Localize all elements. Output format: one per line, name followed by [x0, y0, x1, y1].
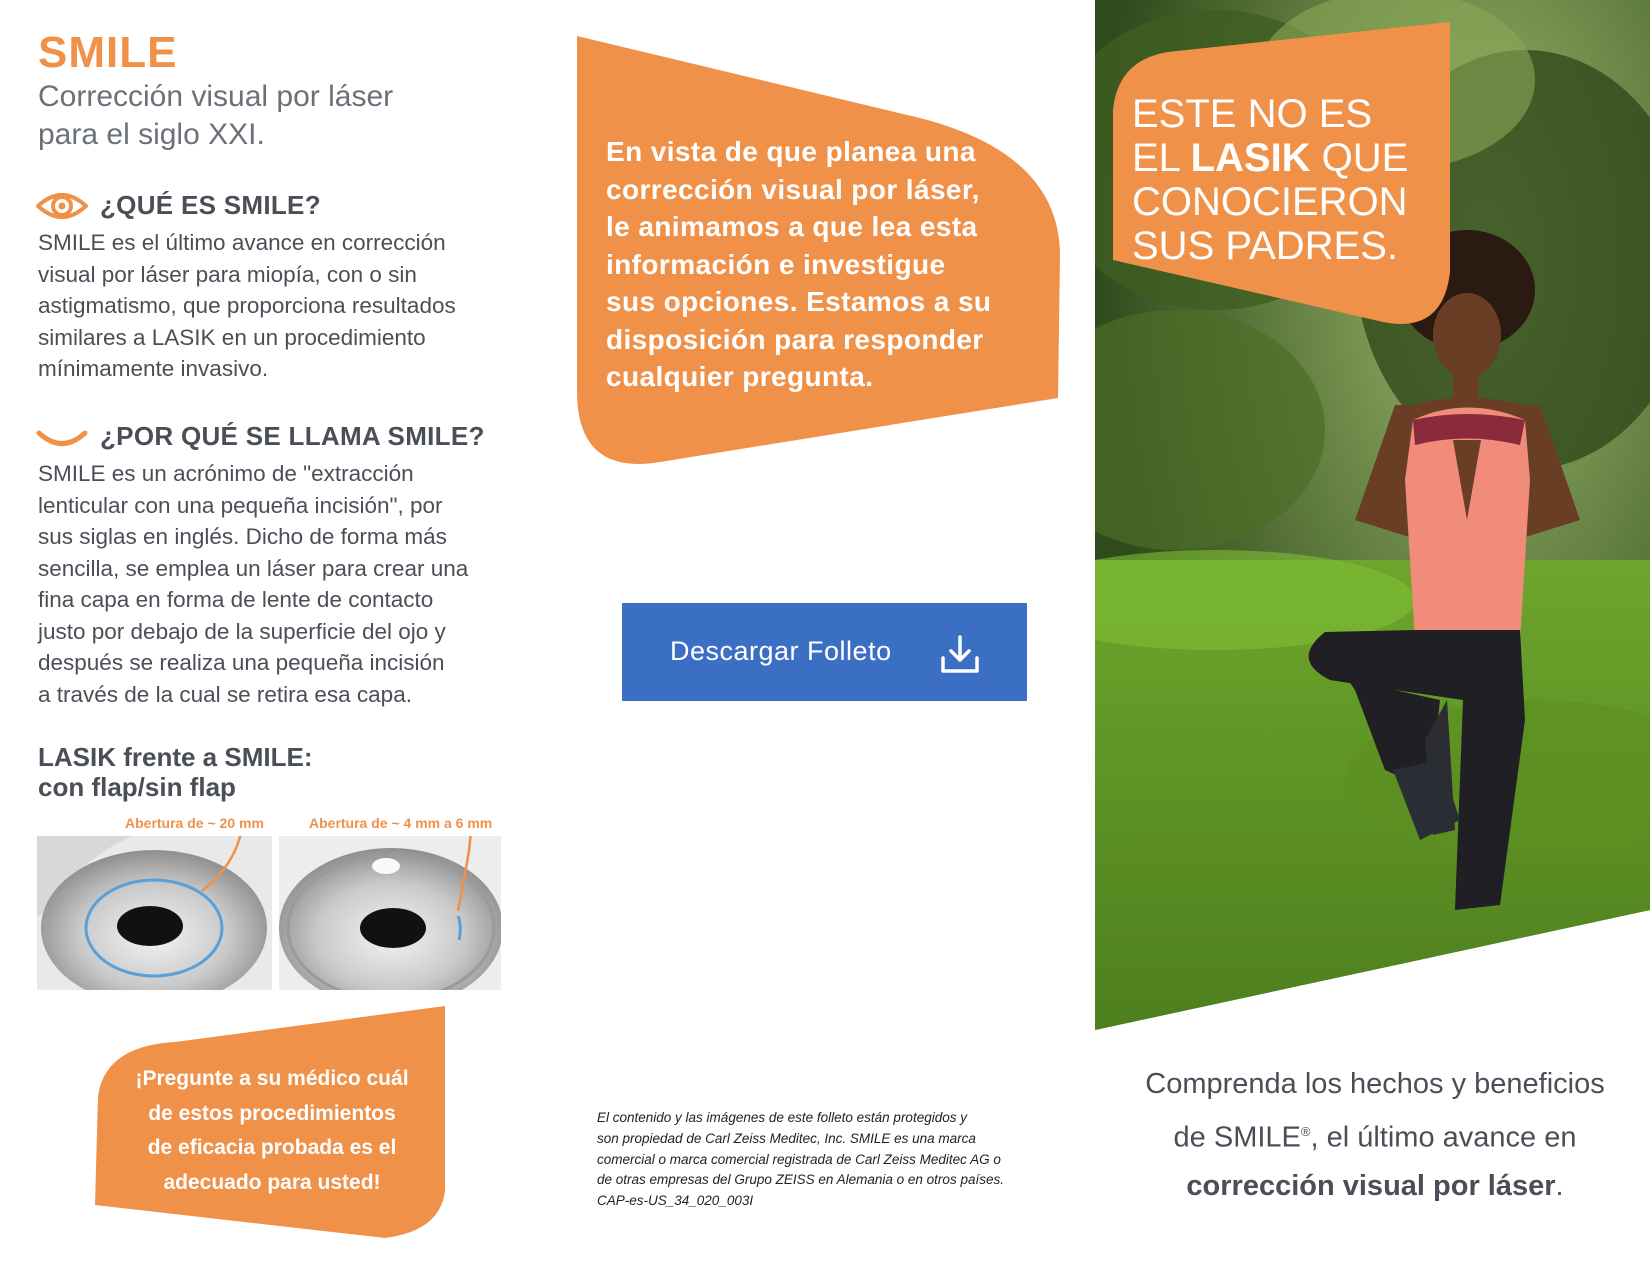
- message-line: disposición para responder: [606, 323, 984, 355]
- body-line: justo por debajo de la superficie del ojo y: [38, 618, 446, 644]
- body-line: visual por láser para miopía, con o sin: [38, 261, 417, 287]
- message-text: [606, 133, 1036, 396]
- tagline-line: Comprenda los hechos y beneficios: [1145, 1068, 1605, 1100]
- tagline: [1120, 1060, 1630, 1210]
- headline-line: SUS PADRES.: [1132, 224, 1398, 268]
- body-line: mínimamente invasivo.: [38, 356, 269, 381]
- tagline-period: .: [1555, 1169, 1564, 1202]
- download-button-label: Descargar Folleto: [670, 636, 892, 666]
- headline-line: [1132, 136, 1432, 180]
- tagline-text-part: , el último avance en: [1310, 1121, 1577, 1154]
- eye-icon: [36, 188, 88, 224]
- download-icon: [940, 634, 980, 674]
- legal-line: comercial o marca comercial registrada de Carl Zeiss Meditec AG o: [597, 1151, 1001, 1167]
- headline-line: CONOCIERON: [1132, 180, 1408, 224]
- message-line: le animamos a que lea esta: [606, 211, 978, 242]
- body-line: lenticular con una pequeña incisión", por: [38, 492, 443, 518]
- message-line: información e investigue: [606, 248, 946, 280]
- body-line: astigmatismo, que proporciona resultados: [38, 293, 456, 318]
- comparison-title-line: con flap/sin flap: [38, 772, 236, 802]
- tagline-text-part: de SMILE: [1173, 1121, 1301, 1154]
- ask-line: adecuado para usted!: [163, 1170, 381, 1194]
- tagline-emphasis: corrección visual por láser: [1186, 1169, 1556, 1202]
- headline-text-part: QUE: [1310, 136, 1409, 180]
- subtitle-line: para el siglo XXI.: [38, 118, 265, 151]
- registered-mark: ®: [1300, 1124, 1311, 1139]
- comparison-title: [38, 742, 312, 802]
- legal-line: El contenido y las imágenes de este folleto están protegidos y: [597, 1110, 967, 1125]
- ask-line: de estos procedimientos: [148, 1101, 396, 1125]
- lasik-aperture-caption: Abertura de ~ 20 mm: [125, 815, 264, 831]
- headline-emphasis: LASIK: [1190, 136, 1311, 180]
- download-brochure-button[interactable]: [622, 603, 1027, 701]
- smile-eye-illustration: [279, 836, 501, 990]
- ask-doctor-text: [112, 1062, 432, 1200]
- body-line: después se realiza una pequeña incisión: [38, 650, 445, 675]
- message-line: corrección visual por láser,: [606, 173, 980, 205]
- headline-line: ESTE NO ES: [1132, 92, 1373, 136]
- legal-line: de otras empresas del Grupo ZEISS en Alemania o en otros países.: [597, 1172, 1004, 1188]
- comparison-title-line: LASIK frente a SMILE:: [38, 742, 313, 772]
- message-line: En vista de que planea una: [606, 136, 976, 167]
- smile-aperture-caption: Abertura de ~ 4 mm a 6 mm: [309, 815, 493, 831]
- legal-notice: [597, 1108, 1037, 1212]
- lasik-eye-illustration: [37, 836, 272, 990]
- body-line: SMILE es un acrónimo de "extracción: [38, 461, 414, 486]
- ask-line: ¡Pregunte a su médico cuál: [135, 1067, 409, 1090]
- subtitle-line: Corrección visual por láser: [38, 80, 394, 113]
- legal-line: son propiedad de Carl Zeiss Meditec, Inc. SMILE es una marca: [597, 1130, 976, 1146]
- headline-text: [1132, 92, 1432, 268]
- section-heading-what: ¿QUÉ ES SMILE?: [100, 190, 321, 220]
- body-line: similares a LASIK en un procedimiento: [38, 324, 426, 350]
- smile-icon: [36, 428, 88, 450]
- body-line: a través de la cual se retira esa capa.: [38, 681, 412, 707]
- section-heading-why: ¿POR QUÉ SE LLAMA SMILE?: [100, 421, 485, 451]
- body-line: fina capa en forma de lente de contacto: [38, 587, 434, 612]
- message-line: sus opciones. Estamos a su: [606, 286, 992, 317]
- message-line: cualquier pregunta.: [606, 361, 874, 392]
- legal-line: CAP-es-US_34_020_003I: [597, 1193, 754, 1209]
- brand-title: SMILE: [38, 28, 178, 77]
- subtitle: [38, 78, 498, 154]
- tagline-line: [1120, 1108, 1630, 1162]
- section-body-what: [38, 227, 518, 385]
- body-line: SMILE es el último avance en corrección: [38, 230, 446, 255]
- body-line: sencilla, se emplea un láser para crear una: [38, 555, 469, 581]
- section-body-why: [38, 458, 518, 710]
- body-line: sus siglas en inglés. Dicho de forma más: [38, 524, 447, 549]
- ask-line: de eficacia probada es el: [147, 1136, 397, 1159]
- tagline-line: [1120, 1162, 1630, 1210]
- headline-text-part: EL: [1132, 136, 1191, 180]
